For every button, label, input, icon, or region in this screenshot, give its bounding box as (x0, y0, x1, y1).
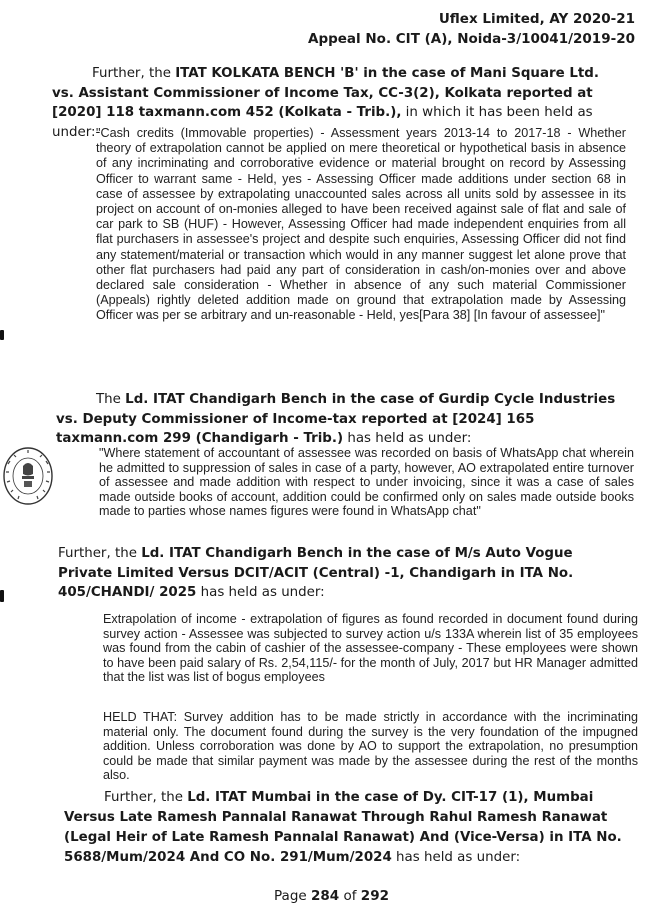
page-header (308, 9, 635, 49)
section4-citation: Ld. ITAT Mumbai in the case of Dy. CIT-17 (1), Mumbai Versus Late Ramesh Pannalal Ranawat Through Rahul Ramesh Ranawat (Legal Heir of Late Ramesh Pannalal Ranawat) And (Vice-Versa) in ITA No. 5688/Mum/2024 And CO No. 291/Mum/2024 (64, 790, 622, 865)
section2-citation: Ld. ITAT Chandigarh Bench in the case of Gurdip Cycle Industries vs. Deputy Commissioner of Income-tax reported at [2024] 165 taxmann.com 299 (Chandigarh - Trib.) (56, 392, 616, 446)
page-number-current: 284 (311, 888, 340, 904)
section3-intro: Further, the Ld. ITAT Chandigarh Bench in the case of M/s Auto Vogue Private Limited Versus DCIT/ACIT (Central) -1, Chandigarh in ITA No. 405/CHANDI/ 2025 has held as under: (58, 546, 574, 600)
binding-hole-mark (0, 590, 4, 602)
section3-quote-summary: Extrapolation of income - extrapolation of figures as found recorded in document found during survey action - Assessee was subjected to survey action u/s 133A wherein list of 35 employees was found from the cabin of cashier of the assessee-company - These employees were shown to have been paid salary of Rs. 2,54,115/- for the month of July, 2017 but HR Manager admitted that the list was list of bogus employees (103, 612, 638, 685)
section3-citation: Ld. ITAT Chandigarh Bench in the case of M/s Auto Vogue Private Limited Versus DCIT/ACIT (Central) -1, Chandigarh in ITA No. 405/CHANDI/ 2025 (58, 546, 574, 600)
section1-intro: Further, the ITAT KOLKATA BENCH 'B' in the case of Mani Square Ltd. vs. Assistant Commissioner of Income Tax, CC-3(2), Kolkata reported at [2020] 118 taxmann.com 452 (Kolkata - Trib.), in which it has been held as under:- (52, 66, 599, 140)
emblem-seal-icon (2, 446, 54, 506)
page-number-total: 292 (360, 888, 389, 904)
page-footer: Page 284 of 292 (274, 888, 389, 904)
section2-quote: "Where statement of accountant of assessee was recorded on basis of WhatsApp chat wherein he admitted to suppression of sales in case of a party, however, AO extrapolated entire turnover of assessee and made addition with respect to under invoicing, since it was a case of sales made outside books of account, addition could be confirmed only on sales made outside books made to parties whose names figures were found in WhatsApp chat" (99, 446, 634, 519)
section4-intro: Further, the Ld. ITAT Mumbai in the case of Dy. CIT-17 (1), Mumbai Versus Late Ramesh Pannalal Ranawat Through Rahul Ramesh Ranawat (Legal Heir of Late Ramesh Pannalal Ranawat) And (Vice-Versa) in ITA No. 5688/Mum/2024 And CO No. 291/Mum/2024 has held as under: (64, 790, 622, 865)
header-case-title: Uflex Limited, AY 2020-21 (438, 11, 635, 27)
binding-hole-mark (0, 330, 4, 340)
section1-citation: ITAT KOLKATA BENCH 'B' in the case of Mani Square Ltd. vs. Assistant Commissioner of Income Tax, CC-3(2), Kolkata reported at [2020] 118 taxmann.com 452 (Kolkata - Trib.), (52, 66, 599, 120)
section1-quote: "Cash credits (Immovable properties) - Assessment years 2013-14 to 2017-18 - Whether theory of extrapolation cannot be applied on mere theoretical or hypothetical basis in absence of any incriminating and corroborative evidence or material brought on record by Assessing Officer to warrant same - Held, yes - Assessing Officer made additions under section 68 in case of assessee by extrapolating unaccounted sales across all units sold by assessee in its project on account of on-monies alleged to have been received against sale of flat and sale of car park to SB (HUF) - However, Assessing Officer had made independent enquiries from all flat purchasers in assessee's project and despite such enquiries, Assessing Officer did not find any statement/material or transaction which would in any manner suggest let alone prove that other flat purchasers had paid any part of consideration in cash/on-monies over and above declared sale consideration - Whether in absence of any such material Commissioner (Appeals) rightly deleted addition made on ground that extrapolation made by Assessing Officer was per se arbitrary and un-reasonable - Held, yes[Para 38] [In favour of assessee]" (96, 126, 626, 323)
header-appeal-number: Appeal No. CIT (A), Noida-3/10041/2019-20 (308, 31, 635, 47)
section2-intro: The Ld. ITAT Chandigarh Bench in the case of Gurdip Cycle Industries vs. Deputy Commissioner of Income-tax reported at [2024] 165 taxmann.com 299 (Chandigarh - Trib.) has held as under: (56, 392, 616, 446)
section3-quote-held: HELD THAT: Survey addition has to be made strictly in accordance with the incriminating material only. The document found during the survey is the very foundation of the impugned addition. Unless corroboration was done by AO to support the extrapolation, no presumption could be made that similar payment was made by the assessee during the rest of the months also. (103, 710, 638, 783)
